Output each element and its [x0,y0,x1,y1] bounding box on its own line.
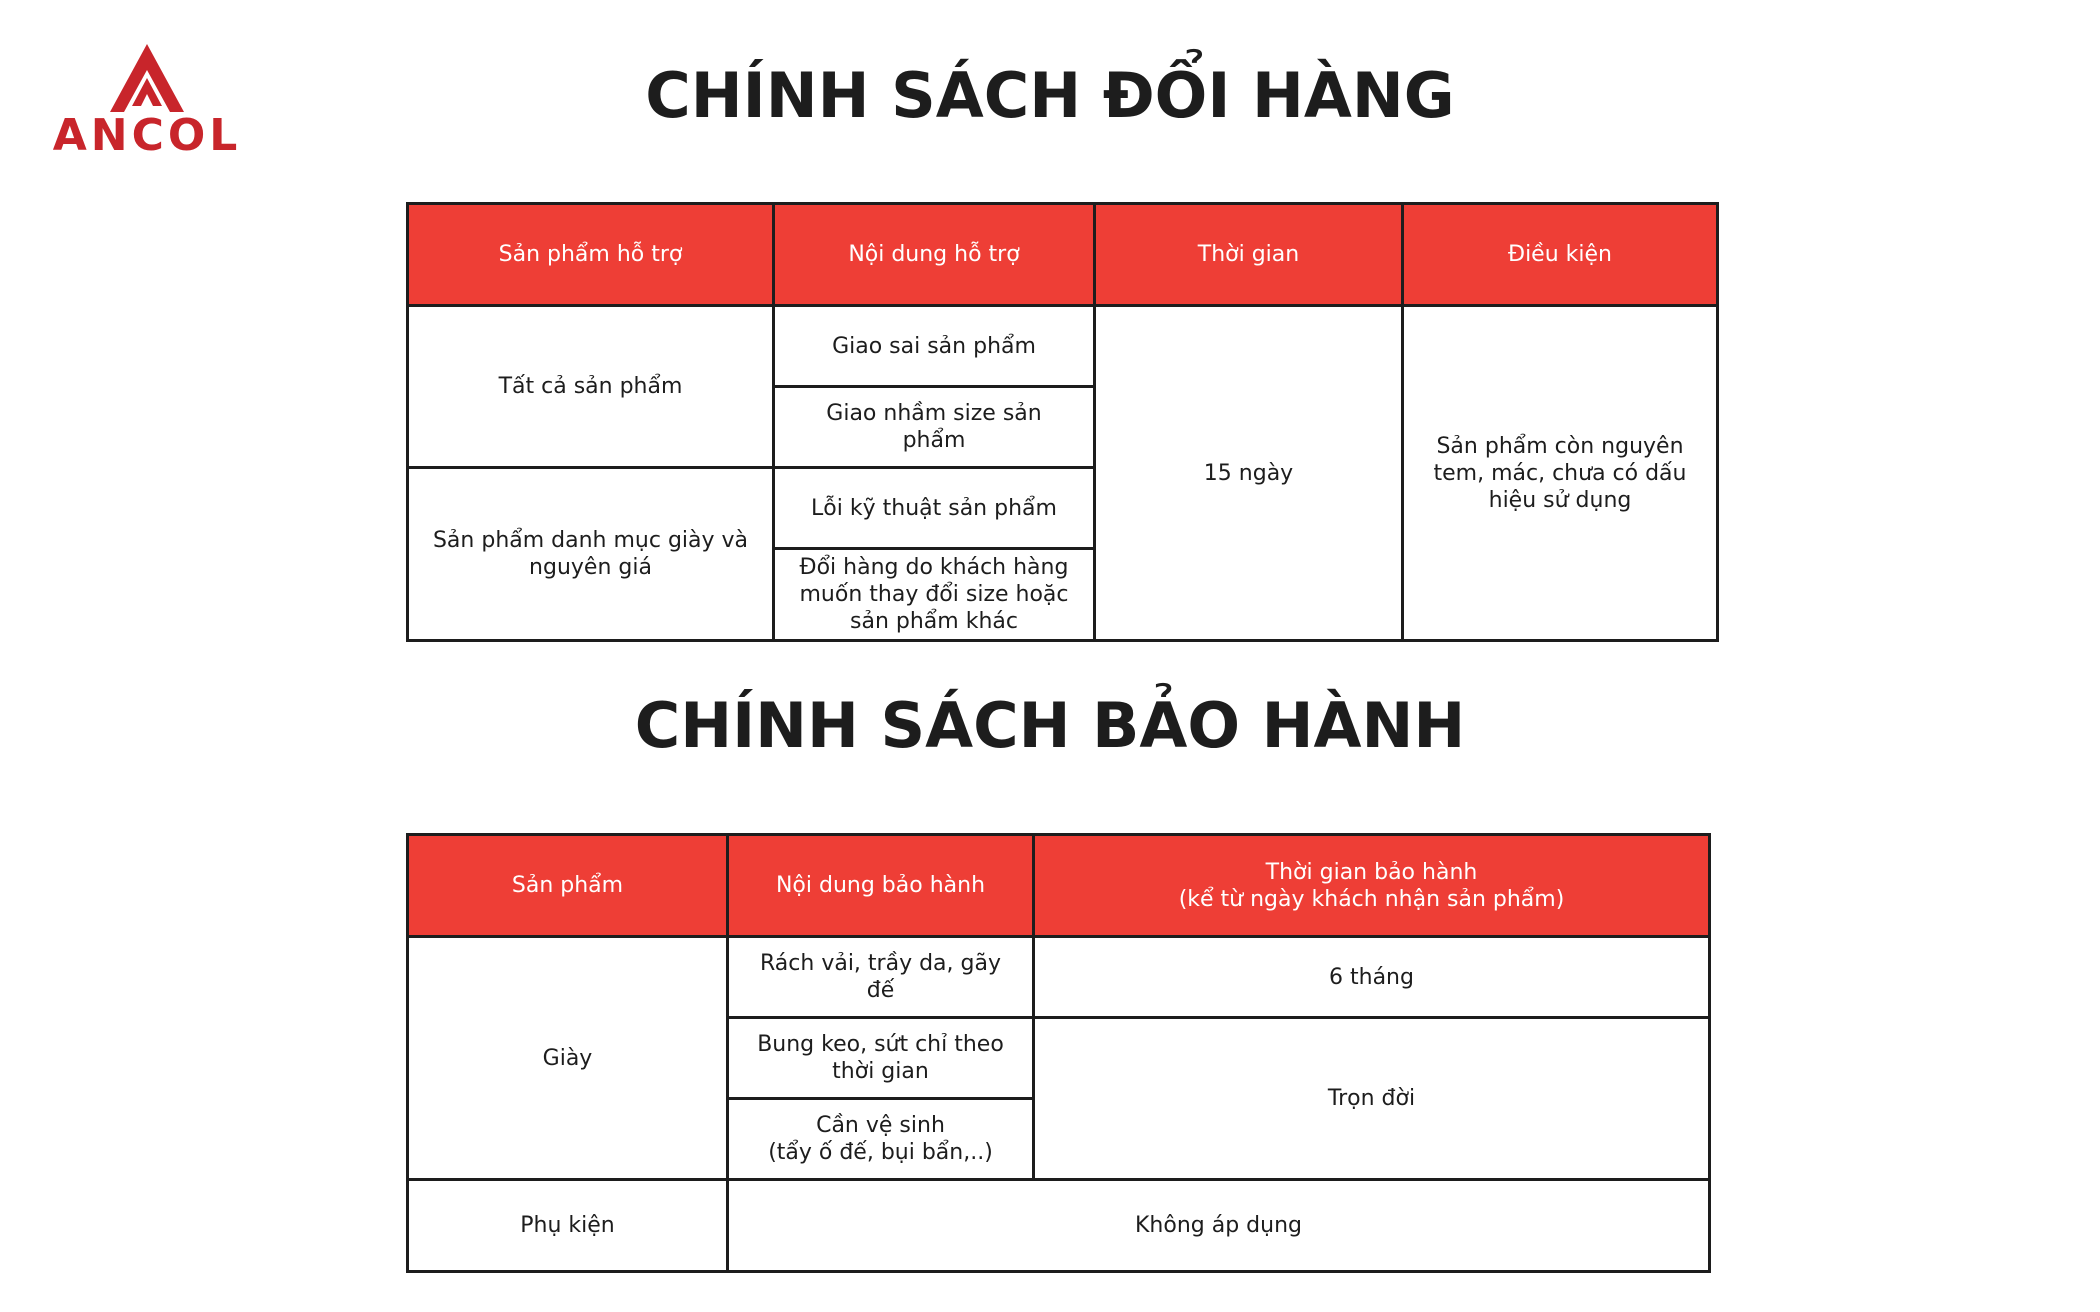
warranty-time-lifetime: Trọn đời [1034,1018,1710,1180]
warranty-time-6-months: 6 tháng [1034,937,1710,1018]
table-row [408,1180,1710,1272]
table-row [408,937,1710,1018]
exchange-header-time: Thời gian [1095,204,1403,306]
exchange-policy-title: CHÍNH SÁCH ĐỔI HÀNG [645,59,1455,132]
table-row [408,306,1718,387]
warranty-accessories-note: Không áp dụng [728,1180,1710,1272]
warranty-header-row [408,835,1710,937]
exchange-time: 15 ngày [1095,306,1403,641]
exchange-product-shoes-fullprice: Sản phẩm danh mục giày và nguyên giá [408,468,774,641]
exchange-policy-table [406,202,1719,642]
warranty-policy-title: CHÍNH SÁCH BẢO HÀNH [634,689,1466,762]
exchange-item-wrong-product: Giao sai sản phẩm [774,306,1095,387]
exchange-product-all: Tất cả sản phẩm [408,306,774,468]
exchange-item-technical-defect: Lỗi kỹ thuật sản phẩm [774,468,1095,549]
exchange-header-content: Nội dung hỗ trợ [774,204,1095,306]
warranty-item-cleaning: Cần vệ sinh (tẩy ố đế, bụi bẩn,..) [728,1099,1034,1180]
exchange-header-row [408,204,1718,306]
warranty-item-glue: Bung keo, sứt chỉ theo thời gian [728,1018,1034,1099]
warranty-policy-table [406,833,1711,1273]
exchange-condition: Sản phẩm còn nguyên tem, mác, chưa có dấu hiệu sử dụng [1403,306,1718,641]
warranty-header-product: Sản phẩm [408,835,728,937]
warranty-product-shoes: Giày [408,937,728,1180]
exchange-header-product: Sản phẩm hỗ trợ [408,204,774,306]
warranty-item-torn: Rách vải, trầy da, gãy đế [728,937,1034,1018]
warranty-product-accessories: Phụ kiện [408,1180,728,1272]
warranty-header-content: Nội dung bảo hành [728,835,1034,937]
warranty-header-time: Thời gian bảo hành (kể từ ngày khách nhận sản phẩm) [1034,835,1710,937]
brand-name: ANCOL [52,110,242,161]
exchange-item-wrong-size: Giao nhầm size sản phẩm [774,387,1095,468]
exchange-header-condition: Điều kiện [1403,204,1718,306]
exchange-item-customer-change: Đổi hàng do khách hàng muốn thay đổi size hoặc sản phẩm khác [774,549,1095,641]
